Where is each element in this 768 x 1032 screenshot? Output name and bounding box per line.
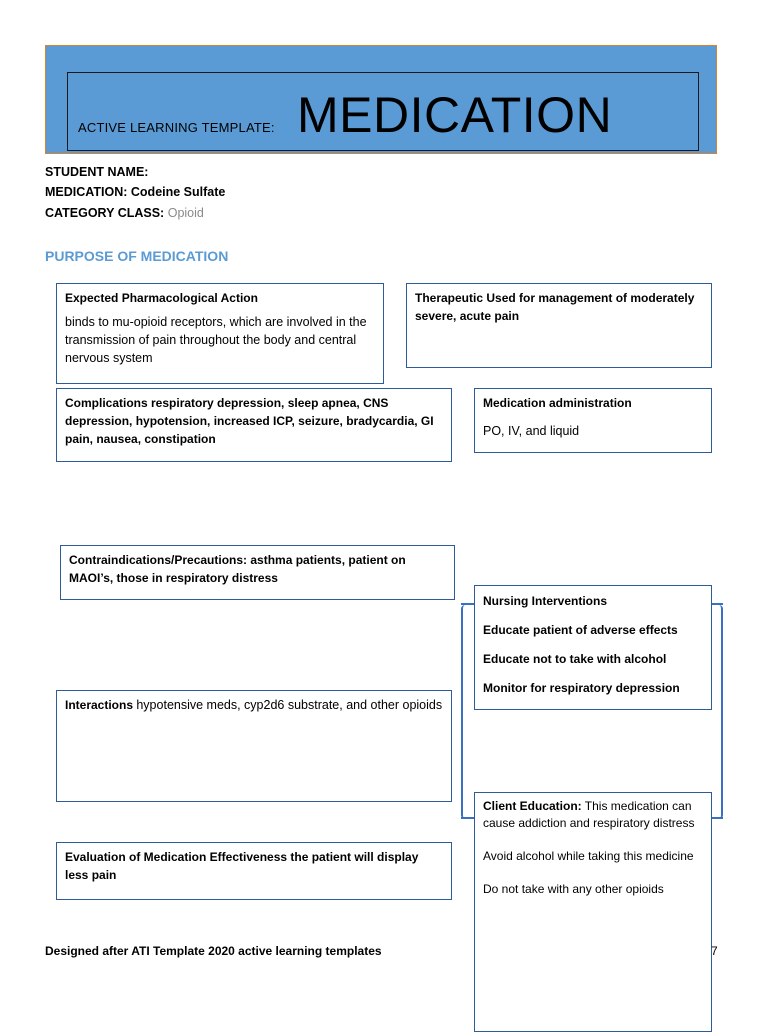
client-education-item: Do not take with any other opioids (483, 882, 664, 896)
evaluation-box (56, 842, 452, 900)
administration-label: Medication administration (483, 396, 632, 410)
banner-frame (67, 72, 699, 151)
bracket-top-right (711, 603, 723, 605)
interactions-label: Interactions (65, 698, 134, 712)
medication-label: MEDICATION: (45, 185, 128, 199)
interactions-box (56, 690, 452, 802)
nursing-item: Educate not to take with alcohol (483, 652, 667, 666)
category-line (45, 206, 204, 220)
bracket-bottom-left (461, 817, 475, 819)
expected-action-label: Expected Pharmacological Action (65, 291, 258, 305)
contraindications-box (60, 545, 455, 600)
banner-title: MEDICATION (297, 87, 613, 143)
category-value: Opioid (167, 206, 204, 220)
bracket-bottom-right (711, 817, 723, 819)
contraindications-label: Contraindications/Precautions: asthma patients, patient on MAOI’s, those in respiratory distress (69, 553, 406, 585)
complications-box (56, 388, 452, 462)
page-number: 7 (711, 944, 718, 958)
expected-action-text: binds to mu-opioid receptors, which are involved in the transmission of pain throughout the body and central nervous system (65, 315, 367, 365)
interactions-text: hypotensive meds, cyp2d6 substrate, and other opioids (136, 698, 443, 712)
section-title: PURPOSE OF MEDICATION (45, 248, 229, 264)
administration-text: PO, IV, and liquid (483, 424, 580, 438)
medication-line (45, 185, 225, 199)
header-banner (45, 45, 717, 154)
complications-label: Complications respiratory depression, sleep apnea, CNS depression, hypotension, increased ICP, seizure, bradycardia, GI pain, nausea, constipation (65, 396, 434, 446)
medication-value: Codeine Sulfate (130, 185, 226, 199)
nursing-interventions-box (474, 585, 712, 710)
therapeutic-box (406, 283, 712, 368)
nursing-item: Monitor for respiratory depression (483, 681, 680, 695)
expected-action-box (56, 283, 384, 384)
therapeutic-label: Therapeutic Used for management of moderately severe, acute pain (415, 291, 695, 323)
banner-prefix: ACTIVE LEARNING TEMPLATE: (78, 120, 275, 135)
client-education-text: This medication can cause addiction and respiratory distress (483, 799, 695, 830)
footer-text: Designed after ATI Template 2020 active learning templates (45, 944, 382, 958)
administration-box (474, 388, 712, 453)
client-education-item: Avoid alcohol while taking this medicine (483, 849, 694, 863)
client-education-label: Client Education: (483, 799, 582, 813)
student-name-line (45, 165, 148, 179)
student-name-label: STUDENT NAME: (45, 165, 149, 179)
nursing-item: Educate patient of adverse effects (483, 623, 678, 637)
client-education-box (474, 792, 712, 1032)
evaluation-label: Evaluation of Medication Effectiveness the patient will display less pain (65, 850, 419, 882)
bracket-top-left (461, 603, 475, 605)
nursing-label: Nursing Interventions (483, 594, 608, 608)
category-label: CATEGORY CLASS: (45, 206, 165, 220)
